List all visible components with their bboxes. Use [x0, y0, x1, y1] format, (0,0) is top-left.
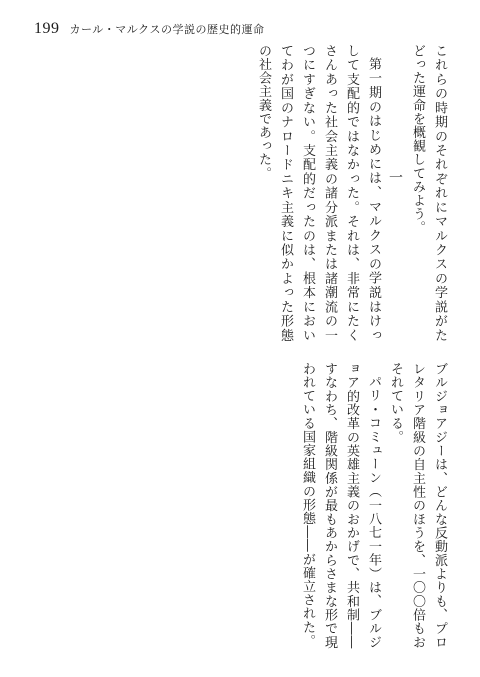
- page-body: [34, 44, 450, 649]
- section-number: 一: [387, 170, 403, 185]
- paragraph: パリ・コミューン（一八七一年）は、ブルジョア的改革の英雄主義のおかげで、共和制――すなわち、階級関係が最もあからさまな形で現われている国家組織の形態――が確立された。: [300, 362, 381, 649]
- running-title: カール・マルクスの学説の歴史的運命: [69, 23, 265, 36]
- paragraph: これらの時期のそれぞれにマルクスの学説がたどった運命を概観してみよう。: [410, 44, 447, 342]
- paragraph: 第一期のはじめには、マルクスの学説はけっして支配的ではなかった。それは、非常にたくさんあった社会主義の諸分派または諸潮流の一つにすぎない。支配的だったのは、根本においてわが国のナロードニキ主義に似かよった形態の社会主義であった。: [256, 44, 381, 342]
- paragraph: ブルジョアジーは、どんな反動派よりも、プロレタリア階級の自主性のほうを、一〇〇倍もおそれている。: [388, 362, 447, 649]
- page-header: [34, 20, 450, 42]
- upper-text-column: [34, 44, 450, 342]
- page-number: 199: [34, 20, 60, 37]
- lower-text-column: [34, 362, 450, 649]
